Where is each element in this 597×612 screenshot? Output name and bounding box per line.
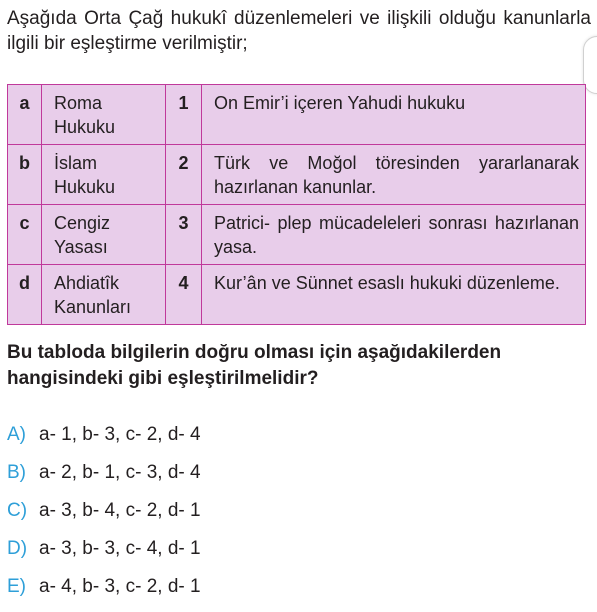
law-description: Patrici- plep mücadeleleri sonrası hazırlanan yasa. — [202, 205, 586, 265]
matching-table — [7, 84, 586, 325]
option-d[interactable] — [7, 536, 201, 574]
question-text: Bu tabloda bilgilerin doğru olması için aşağıdakilerden hangisindeki gibi eşleştirilmelidir? — [7, 342, 502, 389]
row-key: c — [8, 205, 42, 265]
row-key: b — [8, 145, 42, 205]
option-a[interactable] — [7, 422, 201, 460]
option-letter: D) — [7, 538, 28, 559]
row-key: d — [8, 265, 42, 325]
option-text: a- 3, b- 4, c- 2, d- 1 — [39, 500, 201, 521]
option-c[interactable] — [7, 498, 201, 536]
law-name: Cengiz Yasası — [42, 205, 166, 265]
intro-text: Aşağıda Orta Çağ hukukî düzenlemeleri ve ilişkili olduğu kanunlarla ilgili bir eşleştirme verilmiştir; — [7, 8, 591, 54]
law-description: Kur’ân ve Sünnet esaslı hukuki düzenleme. — [202, 265, 586, 325]
option-text: a- 4, b- 3, c- 2, d- 1 — [39, 576, 201, 597]
table-row — [8, 145, 586, 205]
option-e[interactable] — [7, 574, 201, 612]
table-row — [8, 265, 586, 325]
option-letter: A) — [7, 424, 26, 445]
row-number: 4 — [166, 265, 202, 325]
row-number: 1 — [166, 85, 202, 145]
answer-options — [7, 422, 201, 612]
option-text: a- 3, b- 3, c- 4, d- 1 — [39, 538, 201, 559]
table-row — [8, 205, 586, 265]
table-row — [8, 85, 586, 145]
law-description: On Emir’i içeren Yahudi hukuku — [202, 85, 586, 145]
law-name: Roma Hukuku — [42, 85, 166, 145]
law-description: Türk ve Moğol töresinden yararlanarak hazırlanan kanunlar. — [202, 145, 586, 205]
option-letter: B) — [7, 462, 26, 483]
row-number: 3 — [166, 205, 202, 265]
row-key: a — [8, 85, 42, 145]
law-name: Ahdiatîk Kanunları — [42, 265, 166, 325]
option-letter: E) — [7, 576, 26, 597]
row-number: 2 — [166, 145, 202, 205]
law-name: İslam Hukuku — [42, 145, 166, 205]
option-text: a- 2, b- 1, c- 3, d- 4 — [39, 462, 201, 483]
option-b[interactable] — [7, 460, 201, 498]
option-letter: C) — [7, 500, 28, 521]
option-text: a- 1, b- 3, c- 2, d- 4 — [39, 424, 201, 445]
